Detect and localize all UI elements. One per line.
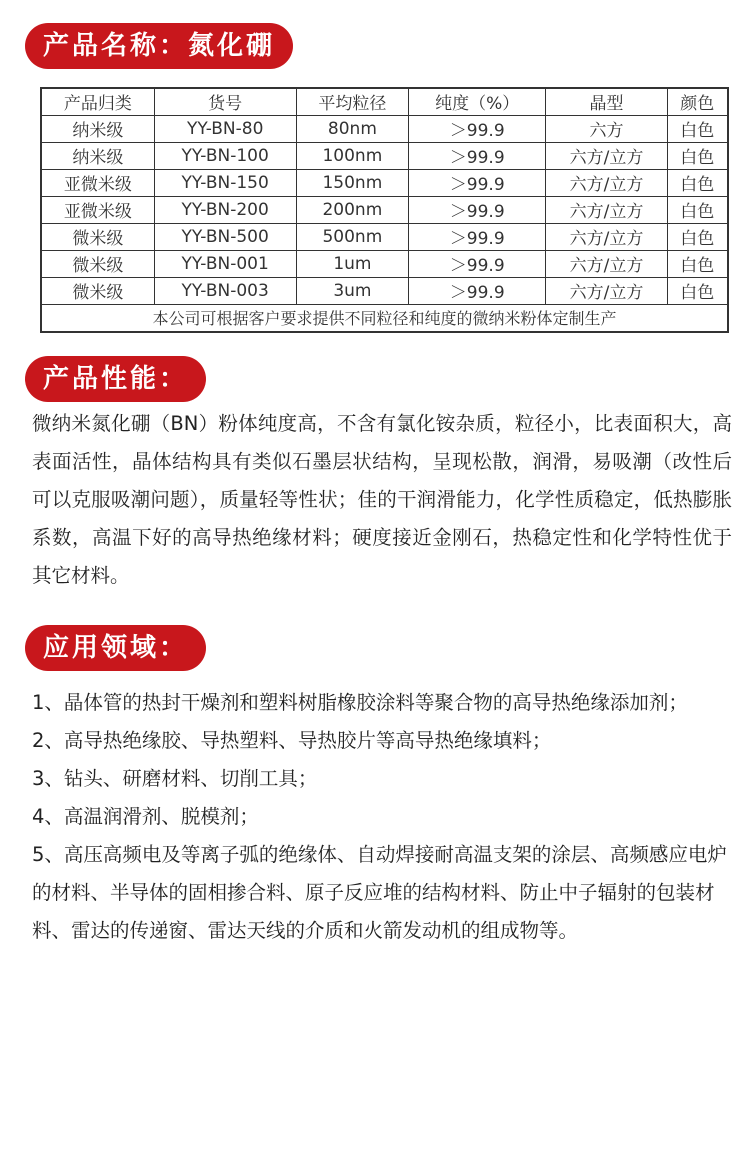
application-title: 应用领域：: [25, 625, 206, 671]
list-item: 3、钻头、研磨材料、切削工具；: [32, 767, 318, 790]
cell-color: 白色: [667, 142, 728, 169]
cell-category: 微米级: [41, 223, 154, 250]
performance-title: 产品性能：: [25, 356, 206, 402]
cell-particle-size: 200nm: [296, 196, 408, 223]
list-item: 2、高导热绝缘胶、导热塑料、导热胶片等高导热绝缘填料；: [32, 729, 552, 752]
cell-item-no: YY-BN-100: [154, 142, 296, 169]
table-row: [41, 196, 728, 223]
header-category: 产品归类: [41, 88, 154, 115]
cell-purity: ＞99.9: [409, 169, 546, 196]
cell-purity: ＞99.9: [409, 196, 546, 223]
cell-particle-size: 150nm: [296, 169, 408, 196]
cell-color: 白色: [667, 223, 728, 250]
cell-color: 白色: [667, 115, 728, 142]
cell-particle-size: 1um: [296, 250, 408, 277]
header-item-no: 货号: [154, 88, 296, 115]
cell-crystal-form: 六方/立方: [546, 250, 667, 277]
cell-color: 白色: [667, 277, 728, 304]
cell-category: 微米级: [41, 250, 154, 277]
cell-item-no: YY-BN-150: [154, 169, 296, 196]
cell-particle-size: 100nm: [296, 142, 408, 169]
cell-color: 白色: [667, 169, 728, 196]
cell-category: 微米级: [41, 277, 154, 304]
header-particle-size: 平均粒径: [296, 88, 408, 115]
cell-purity: ＞99.9: [409, 250, 546, 277]
cell-crystal-form: 六方/立方: [546, 196, 667, 223]
cell-crystal-form: 六方/立方: [546, 169, 667, 196]
performance-description: 微纳米氮化硼（BN）粉体纯度高，不含有氯化铵杂质，粒径小，比表面积大，高表面活性，晶体结构具有类似石墨层状结构，呈现松散，润滑，易吸潮（改性后可以克服吸潮问题），质量轻等性状；佳的干润滑能力，化学性质稳定，低热膨胀系数，高温下好的高导热绝缘材料；硬度接近金刚石，热稳定性和化学特性优于其它材料。: [32, 412, 732, 587]
product-name-title: 产品名称：氮化硼: [25, 23, 293, 69]
spec-table: [40, 87, 729, 333]
table-row: [41, 169, 728, 196]
cell-purity: ＞99.9: [409, 115, 546, 142]
cell-purity: ＞99.9: [409, 223, 546, 250]
header-crystal-form: 晶型: [546, 88, 667, 115]
cell-category: 亚微米级: [41, 196, 154, 223]
table-row: [41, 142, 728, 169]
cell-item-no: YY-BN-003: [154, 277, 296, 304]
cell-color: 白色: [667, 196, 728, 223]
header-purity: 纯度（%）: [409, 88, 546, 115]
application-list: [32, 684, 732, 950]
cell-item-no: YY-BN-500: [154, 223, 296, 250]
cell-category: 亚微米级: [41, 169, 154, 196]
cell-particle-size: 3um: [296, 277, 408, 304]
list-item: 4、高温润滑剂、脱模剂；: [32, 805, 259, 828]
cell-crystal-form: 六方: [546, 115, 667, 142]
table-note: 本公司可根据客户要求提供不同粒径和纯度的微纳米粉体定制生产: [41, 304, 728, 332]
cell-category: 纳米级: [41, 142, 154, 169]
table-header-row: [41, 88, 728, 115]
cell-color: 白色: [667, 250, 728, 277]
cell-item-no: YY-BN-200: [154, 196, 296, 223]
cell-purity: ＞99.9: [409, 277, 546, 304]
cell-crystal-form: 六方/立方: [546, 223, 667, 250]
cell-crystal-form: 六方/立方: [546, 277, 667, 304]
cell-particle-size: 500nm: [296, 223, 408, 250]
cell-item-no: YY-BN-001: [154, 250, 296, 277]
table-note-row: [41, 304, 728, 332]
table-row: [41, 223, 728, 250]
cell-purity: ＞99.9: [409, 142, 546, 169]
cell-particle-size: 80nm: [296, 115, 408, 142]
header-color: 颜色: [667, 88, 728, 115]
table-row: [41, 115, 728, 142]
cell-item-no: YY-BN-80: [154, 115, 296, 142]
list-item: 1、晶体管的热封干燥剂和塑料树脂橡胶涂料等聚合物的高导热绝缘添加剂；: [32, 691, 688, 714]
table-row: [41, 277, 728, 304]
table-row: [41, 250, 728, 277]
cell-crystal-form: 六方/立方: [546, 142, 667, 169]
cell-category: 纳米级: [41, 115, 154, 142]
list-item: 5、高压高频电及等离子弧的绝缘体、自动焊接耐高温支架的涂层、高频感应电炉的材料、半导体的固相掺合料、原子反应堆的结构材料、防止中子辐射的包装材料、雷达的传递窗、雷达天线的介质和火箭发动机的组成物等。: [32, 843, 727, 942]
